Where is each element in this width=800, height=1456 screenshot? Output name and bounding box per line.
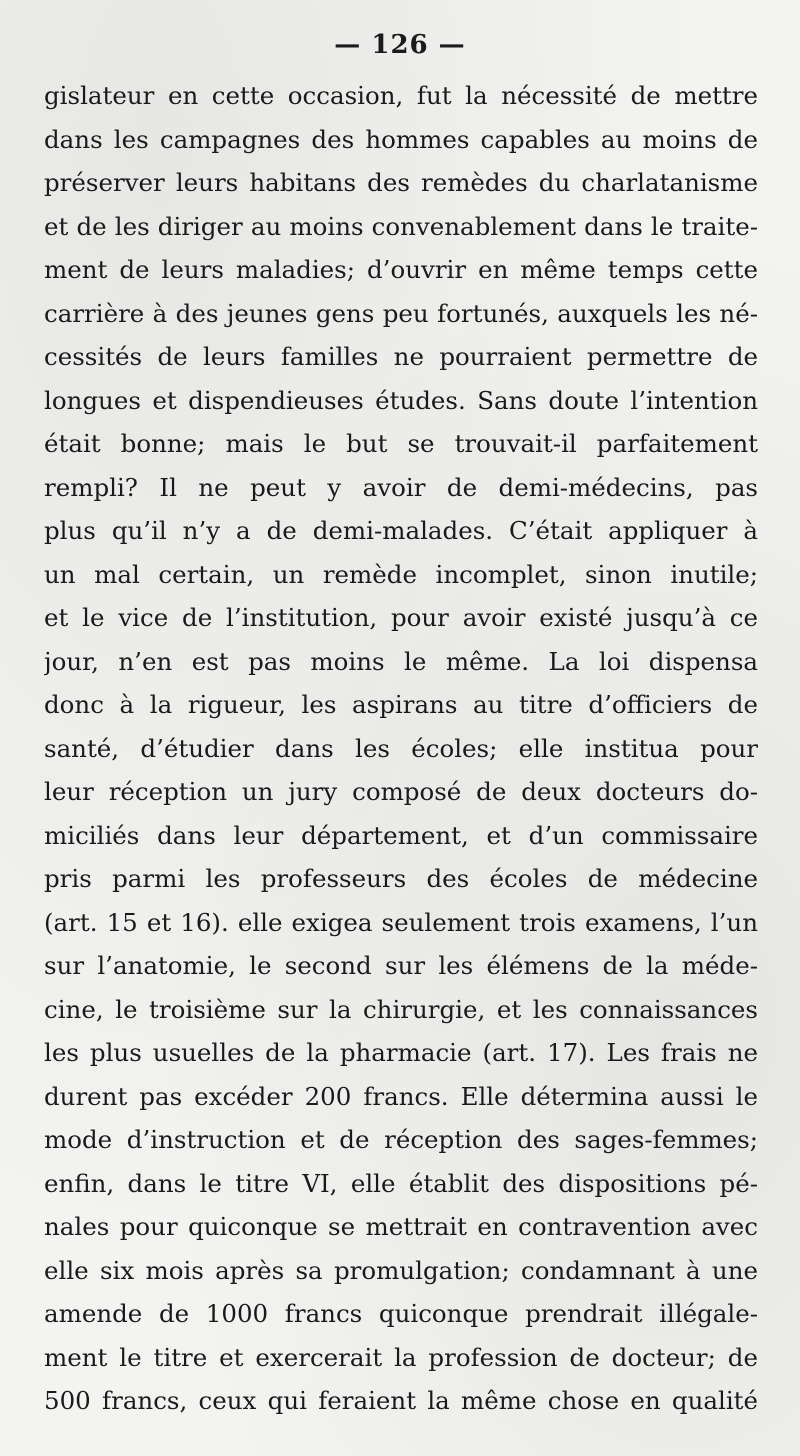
text-line: amende de 1000 francs quiconque prendrait illégale- [44, 1299, 758, 1328]
text-line: rempli? Il ne peut y avoir de demi-médecins, pas [44, 472, 758, 502]
text-line: ment de leurs maladies; d’ouvrir en même temps cette [44, 255, 758, 284]
text-line: les plus usuelles de la pharmacie (art. 17). Les frais ne [44, 1038, 758, 1067]
text-line: et de les diriger au moins convenablement dans le traite- [44, 211, 758, 241]
text-line: (art. 15 et 16). elle exigea seulement trois examens, l’un [44, 907, 758, 937]
text-line: 500 francs, ceux qui feraient la même chose en qualité [44, 1386, 758, 1415]
text-line: pris parmi les professeurs des écoles de médecine [44, 864, 758, 893]
text-line: mode d’instruction et de réception des sages-femmes; [44, 1125, 758, 1154]
text-line: durent pas excéder 200 francs. Elle détermina aussi le [44, 1081, 758, 1111]
text-line: plus qu’il n’y a de demi-malades. C’était appliquer à [44, 516, 758, 545]
text-line: santé, d’étudier dans les écoles; elle institua pour [44, 733, 758, 763]
text-line: jour, n’en est pas moins le même. La loi dispensa [44, 646, 758, 676]
text-line: carrière à des jeunes gens peu fortunés, auxquels les né- [44, 298, 758, 328]
text-line: sur l’anatomie, le second sur les élémens de la méde- [44, 951, 758, 980]
text-line: leur réception un jury composé de deux docteurs do- [44, 777, 758, 806]
text-line: dans les campagnes des hommes capables au moins de [44, 124, 758, 154]
text-line: miciliés dans leur département, et d’un commissaire [44, 820, 758, 850]
text-line: ment le titre et exercerait la profession de docteur; de [44, 1342, 758, 1372]
text-line: et le vice de l’institution, pour avoir existé jusqu’à ce [44, 603, 758, 632]
text-line: donc à la rigueur, les aspirans au titre d’officiers de [44, 690, 758, 719]
text-line: elle six mois après sa promulgation; condamnant à une [44, 1255, 758, 1285]
text-line: gislateur en cette occasion, fut la nécessité de mettre [44, 81, 758, 110]
text-line: nales pour quiconque se mettrait en contravention avec [44, 1212, 758, 1241]
text-line: enfin, dans le titre VI, elle établit des dispositions pé- [44, 1168, 758, 1198]
text-line: longues et dispendieuses études. Sans doute l’intention [44, 385, 758, 415]
body-text [44, 74, 758, 1423]
text-line: préserver leurs habitans des remèdes du charlatanisme [44, 168, 758, 197]
text-line: cine, le troisième sur la chirurgie, et les connaissances [44, 994, 758, 1024]
text-line: cessités de leurs familles ne pourraient permettre de [44, 342, 758, 371]
page-number: — 126 — [334, 30, 466, 60]
text-line: était bonne; mais le but se trouvait-il parfaitement [44, 429, 758, 458]
text-line: un mal certain, un remède incomplet, sinon inutile; [44, 559, 758, 589]
